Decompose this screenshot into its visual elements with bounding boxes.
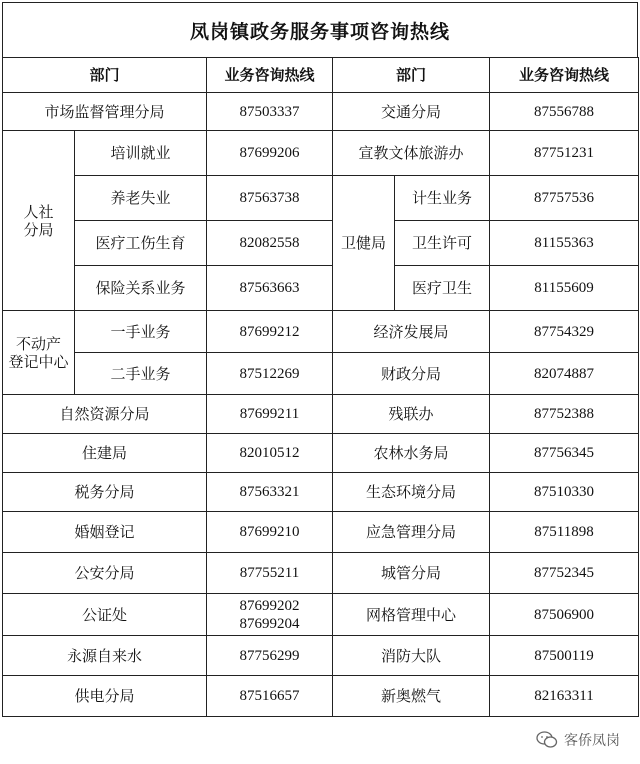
- hotline-number: 87556788: [490, 93, 639, 131]
- page-title: 凤岗镇政务服务事项咨询热线: [2, 2, 638, 58]
- watermark: [536, 730, 620, 750]
- hotline-number: 81155609: [490, 266, 639, 311]
- sub-dept-name: 培训就业: [75, 131, 207, 176]
- dept-name: 交通分局: [333, 93, 490, 131]
- hotline-number: 87756299: [207, 636, 333, 676]
- table-row: [3, 512, 639, 553]
- group-weijian: 卫健局: [333, 176, 395, 311]
- group-name-line: 不动产: [15, 334, 61, 353]
- sub-dept-name: 计生业务: [395, 176, 490, 221]
- table-row: [3, 353, 639, 395]
- hotline-number: 87503337: [207, 93, 333, 131]
- table-row: [3, 395, 639, 434]
- hotline-number: 87754329: [490, 311, 639, 353]
- sub-dept-name: 医疗卫生: [395, 266, 490, 311]
- dept-name: 农林水务局: [333, 434, 490, 473]
- dept-name: 城管分局: [333, 553, 490, 594]
- table-row: [3, 221, 639, 266]
- table-row: [3, 594, 639, 636]
- dept-name: 住建局: [3, 434, 207, 473]
- group-name-line: 登记中心: [8, 352, 69, 371]
- hotline-header: 业务咨询热线: [490, 58, 639, 93]
- group-renshe: [3, 131, 75, 311]
- table-row: [3, 93, 639, 131]
- dept-name: 自然资源分局: [3, 395, 207, 434]
- hotline-number: 87511898: [490, 512, 639, 553]
- hotline-number: 87752345: [490, 553, 639, 594]
- dept-name: 宣教文体旅游办: [333, 131, 490, 176]
- footer: [2, 718, 638, 764]
- hotline-number: 87510330: [490, 473, 639, 512]
- hotline-number: 87699206: [207, 131, 333, 176]
- table-row: [3, 473, 639, 512]
- hotline-number: 87563738: [207, 176, 333, 221]
- dept-header: 部门: [333, 58, 490, 93]
- header-row: [3, 58, 639, 93]
- hotline-number: 87516657: [207, 676, 333, 717]
- hotline-number-pair: [207, 594, 333, 636]
- group-name-line: 分局: [23, 220, 54, 239]
- hotline-number: 87699204: [239, 615, 300, 632]
- dept-name: 税务分局: [3, 473, 207, 512]
- hotline-number: 87563321: [207, 473, 333, 512]
- hotline-number: 87563663: [207, 266, 333, 311]
- table-row: [3, 266, 639, 311]
- hotline-number: 87512269: [207, 353, 333, 395]
- dept-name: 网格管理中心: [333, 594, 490, 636]
- wechat-icon: [536, 731, 558, 749]
- table-row: [3, 131, 639, 176]
- hotline-header: 业务咨询热线: [207, 58, 333, 93]
- dept-name: 新奥燃气: [333, 676, 490, 717]
- hotline-number: 82010512: [207, 434, 333, 473]
- hotline-number: 87752388: [490, 395, 639, 434]
- hotline-number: 87699202: [239, 597, 300, 614]
- table-row: [3, 553, 639, 594]
- hotline-number: 87699210: [207, 512, 333, 553]
- dept-name: 残联办: [333, 395, 490, 434]
- dept-name: 永源自来水: [3, 636, 207, 676]
- dept-header: 部门: [3, 58, 207, 93]
- hotline-number: 87751231: [490, 131, 639, 176]
- dept-name: 财政分局: [333, 353, 490, 395]
- hotline-number: 87699211: [207, 395, 333, 434]
- hotline-number: 87756345: [490, 434, 639, 473]
- table-row: [3, 636, 639, 676]
- hotline-number: 87500119: [490, 636, 639, 676]
- hotline-table: [2, 57, 639, 717]
- watermark-text: 客侨凤岗: [564, 733, 620, 749]
- dept-name: 生态环境分局: [333, 473, 490, 512]
- hotline-number: 82074887: [490, 353, 639, 395]
- dept-name: 供电分局: [3, 676, 207, 717]
- sub-dept-name: 一手业务: [75, 311, 207, 353]
- hotline-number: 87699212: [207, 311, 333, 353]
- hotline-number: 87757536: [490, 176, 639, 221]
- sub-dept-name: 卫生许可: [395, 221, 490, 266]
- dept-name: 经济发展局: [333, 311, 490, 353]
- hotline-number: 81155363: [490, 221, 639, 266]
- hotline-number: 87755211: [207, 553, 333, 594]
- dept-name: 公安分局: [3, 553, 207, 594]
- group-budongchan: [3, 311, 75, 395]
- sub-dept-name: 二手业务: [75, 353, 207, 395]
- group-name-line: 人社: [23, 202, 54, 221]
- table-row: [3, 311, 639, 353]
- hotline-number: 82082558: [207, 221, 333, 266]
- table-row: [3, 176, 639, 221]
- dept-name: 婚姻登记: [3, 512, 207, 553]
- dept-name: 市场监督管理分局: [3, 93, 207, 131]
- hotline-number: 87506900: [490, 594, 639, 636]
- sub-dept-name: 养老失业: [75, 176, 207, 221]
- table-row: [3, 676, 639, 717]
- sub-dept-name: 医疗工伤生育: [75, 221, 207, 266]
- sub-dept-name: 保险关系业务: [75, 266, 207, 311]
- hotline-number: 82163311: [490, 676, 639, 717]
- table-row: [3, 434, 639, 473]
- dept-name: 消防大队: [333, 636, 490, 676]
- dept-name: 应急管理分局: [333, 512, 490, 553]
- dept-name: 公证处: [3, 594, 207, 636]
